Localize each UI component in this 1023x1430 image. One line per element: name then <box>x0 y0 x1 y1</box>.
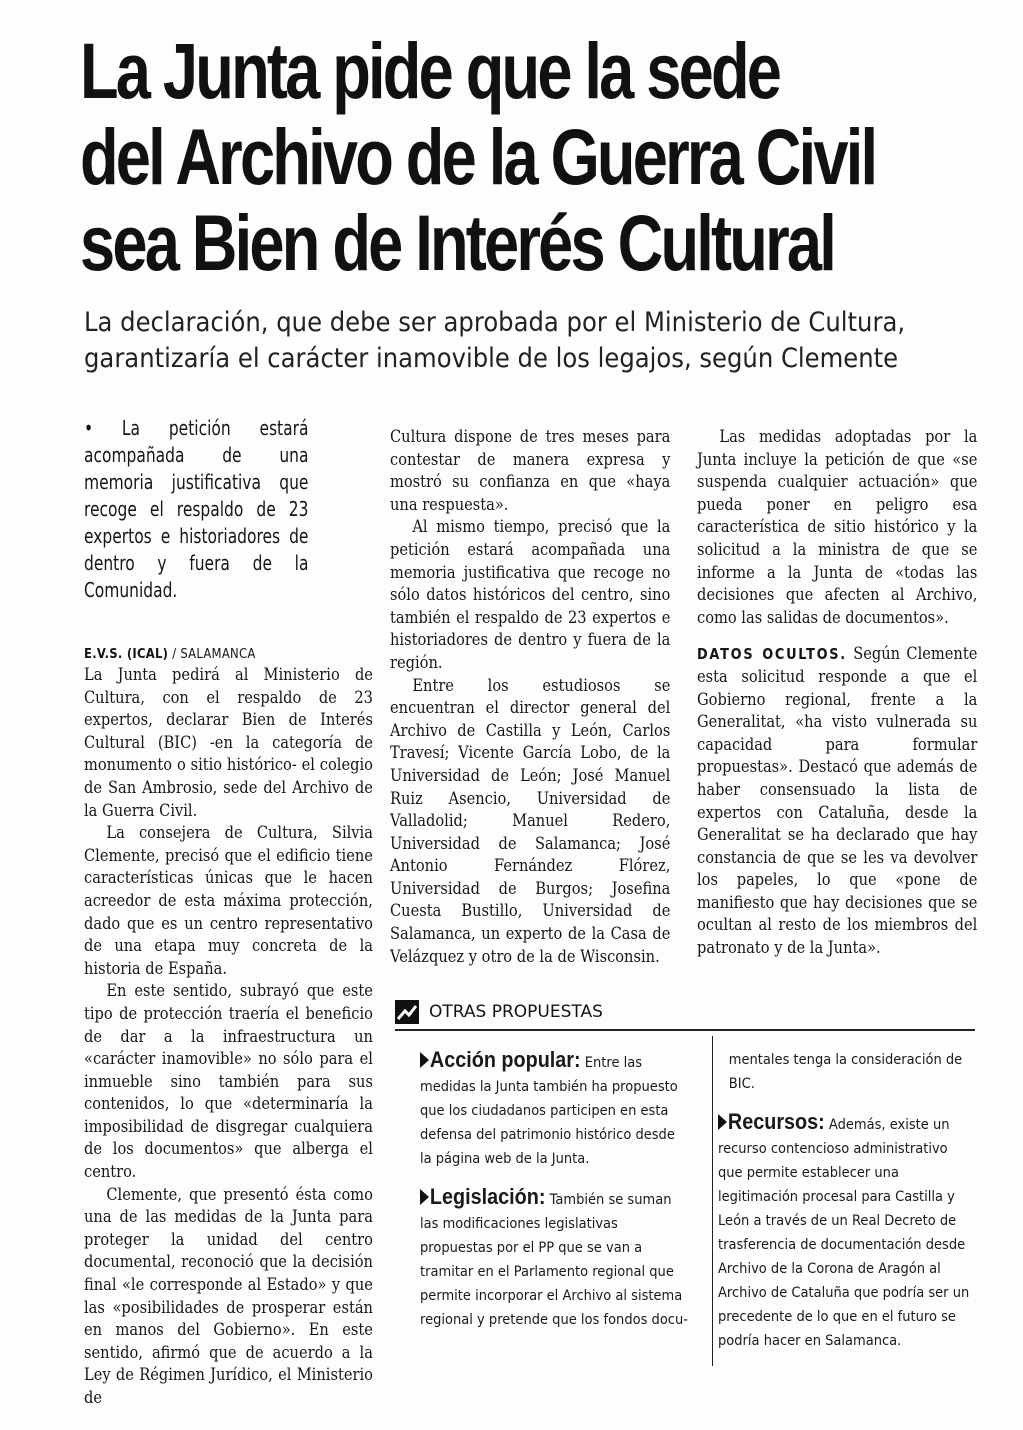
paragraph: Al mismo tiempo, precisó que la petición estará acompañada una memoria justificativa que recoge no sólo datos históricos del centro, sino también el respaldo de 23 expertos e historiadores de dentro y fuera de la región. <box>390 517 671 673</box>
headline-line: del Archivo de la Guerra Civil <box>80 112 876 201</box>
box-column-right <box>718 1048 974 1353</box>
highlight-summary: • La petición estará acompañada de una memoria justificativa que recoge el respaldo de 23 expertos e historiadores de dentro y fuera de la Comunidad. <box>84 416 309 602</box>
subtitle <box>84 305 906 377</box>
box-title-text: OTRAS PROPUESTAS <box>429 1002 603 1022</box>
paragraph-datos-ocultos <box>697 643 977 959</box>
byline <box>84 644 373 664</box>
column-3 <box>697 426 977 960</box>
subtitle-line: garantizaría el carácter inamovible de los legajos, según Clemente <box>84 343 899 374</box>
paragraph: La Junta pedirá al Ministerio de Cultura, con el respaldo de 23 expertos, declarar Bien de Interés Cultural (BIC) -en la categoría de monumento o sitio histórico- el colegio de San Ambrosio, sede del Archivo de la Guerra Civil. <box>84 665 373 821</box>
proposal-lead: Acción popular: <box>429 1047 581 1072</box>
proposal-accion-popular <box>420 1048 690 1171</box>
proposal-text: También se suman las modificaciones legislativas propuestas por el PP que se van a tramitar en el Parlamento regional que permite incorporar el Archivo al sistema regional y pretende que los fondos docu- <box>420 1192 688 1328</box>
paragraph: La consejera de Cultura, Silvia Clemente, precisó que el edificio tiene características únicas que le hacen acreedor de esta máxima protección, dado que es un centro representativo de una etapa muy concreta de la historia de España. <box>84 823 373 979</box>
headline <box>80 26 876 287</box>
proposal-text: Entre las medidas la Junta también ha propuesto que los ciudadanos participen en esta defensa del patrimonio histórico desde la página web de la Junta. <box>420 1055 678 1167</box>
proposal-text: Además, existe un recurso contencioso administrativo que permite establecer una legitimación procesal para Castilla y León a través de un Real Decreto de trasferencia de documentación desde Archivo de la Corona de Aragón al Archivo de Cataluña que podría ser un precedente de lo que en el futuro se podría hacer en Salamanca. <box>718 1117 970 1349</box>
headline-line: sea Bien de Interés Cultural <box>80 198 835 287</box>
headline-line: La Junta pide que la sede <box>80 26 780 115</box>
byline-agency: E.V.S. (ICAL) <box>84 646 169 662</box>
proposal-recursos <box>718 1110 974 1353</box>
subhead-datos-ocultos: DATOS OCULTOS. <box>697 645 847 664</box>
paragraph: Cultura dispone de tres meses para contestar de manera expresa y mostró su confianza en que «haya una respuesta». <box>390 427 671 515</box>
byline-place: / SALAMANCA <box>168 646 256 662</box>
paragraph: Las medidas adoptadas por la Junta incluye la petición de que «se suspenda cualquier actuación» que pueda poner en peligro esa característica de sitio histórico y la solicitud a la ministra de que se informe a la Junta de «todas las decisiones que afecten al Archivo, como las salidas de documentos». <box>697 427 978 628</box>
box-divider <box>395 1029 975 1031</box>
proposal-lead: Legislación: <box>429 1184 546 1209</box>
column-2 <box>390 426 670 968</box>
arrow-icon <box>420 1052 429 1068</box>
column-1 <box>84 415 373 1410</box>
trend-arrow-icon <box>395 1000 419 1024</box>
subtitle-line: La declaración, que debe ser aprobada por el Ministerio de Cultura, <box>84 307 906 338</box>
box-column-left <box>420 1048 690 1332</box>
proposal-continuation: mentales tenga la consideración de BIC. <box>728 1052 963 1092</box>
proposal-legislacion <box>420 1185 690 1332</box>
paragraph: En este sentido, subrayó que este tipo de protección traería el beneficio de dar a la infraestructura un «carácter inamovible» no sólo para el inmueble sino también para sus contenidos, lo que «determinaría la imposibilidad de disgregar cualquiera de los documentos» que alberga el centro. <box>84 981 373 1183</box>
arrow-icon <box>420 1189 429 1205</box>
proposal-lead: Recursos: <box>727 1109 825 1134</box>
box-column-divider <box>712 1036 713 1366</box>
paragraph: Entre los estudiosos se encuentran el director general del Archivo de Castilla y León, Carlos Travesí; Vicente García Lobo, de la Universidad de León; José Manuel Ruiz Asencio, Universidad de Valladolid; Manuel Redero, Universidad de Salamanca; José Antonio Fernández Flórez, Universidad de Burgos; Josefina Cuesta Bustillo, Universidad de Salamanca, un experto de la Casa de Velázquez y otro de la de Wisconsin. <box>390 675 671 967</box>
box-title <box>395 996 975 1028</box>
paragraph: Clemente, que presentó ésta como una de las medidas de la Junta para proteger la unidad del centro documental, reconoció que la decisión final «le corresponde al Estado» y que las «posibilidades de prosperar están en manos del Gobierno». En este sentido, afirmó que de acuerdo a la Ley de Régimen Jurídico, el Ministerio de <box>84 1184 373 1408</box>
paragraph-text: Según Clemente esta solicitud responde a que el Gobierno regional, frente a la Generalitat, «ha visto vulnerada su capacidad para formular propuestas». Destacó que además de haber consensuado la lista de expertos con Cataluña, desde la Generalitat se ha declarado que hay constancia de que se les va devolver los papeles, lo que «pone de manifiesto que hay decisiones que se ocultan al resto de los miembros del patronato y de la Junta». <box>697 644 978 959</box>
arrow-icon <box>718 1114 727 1130</box>
